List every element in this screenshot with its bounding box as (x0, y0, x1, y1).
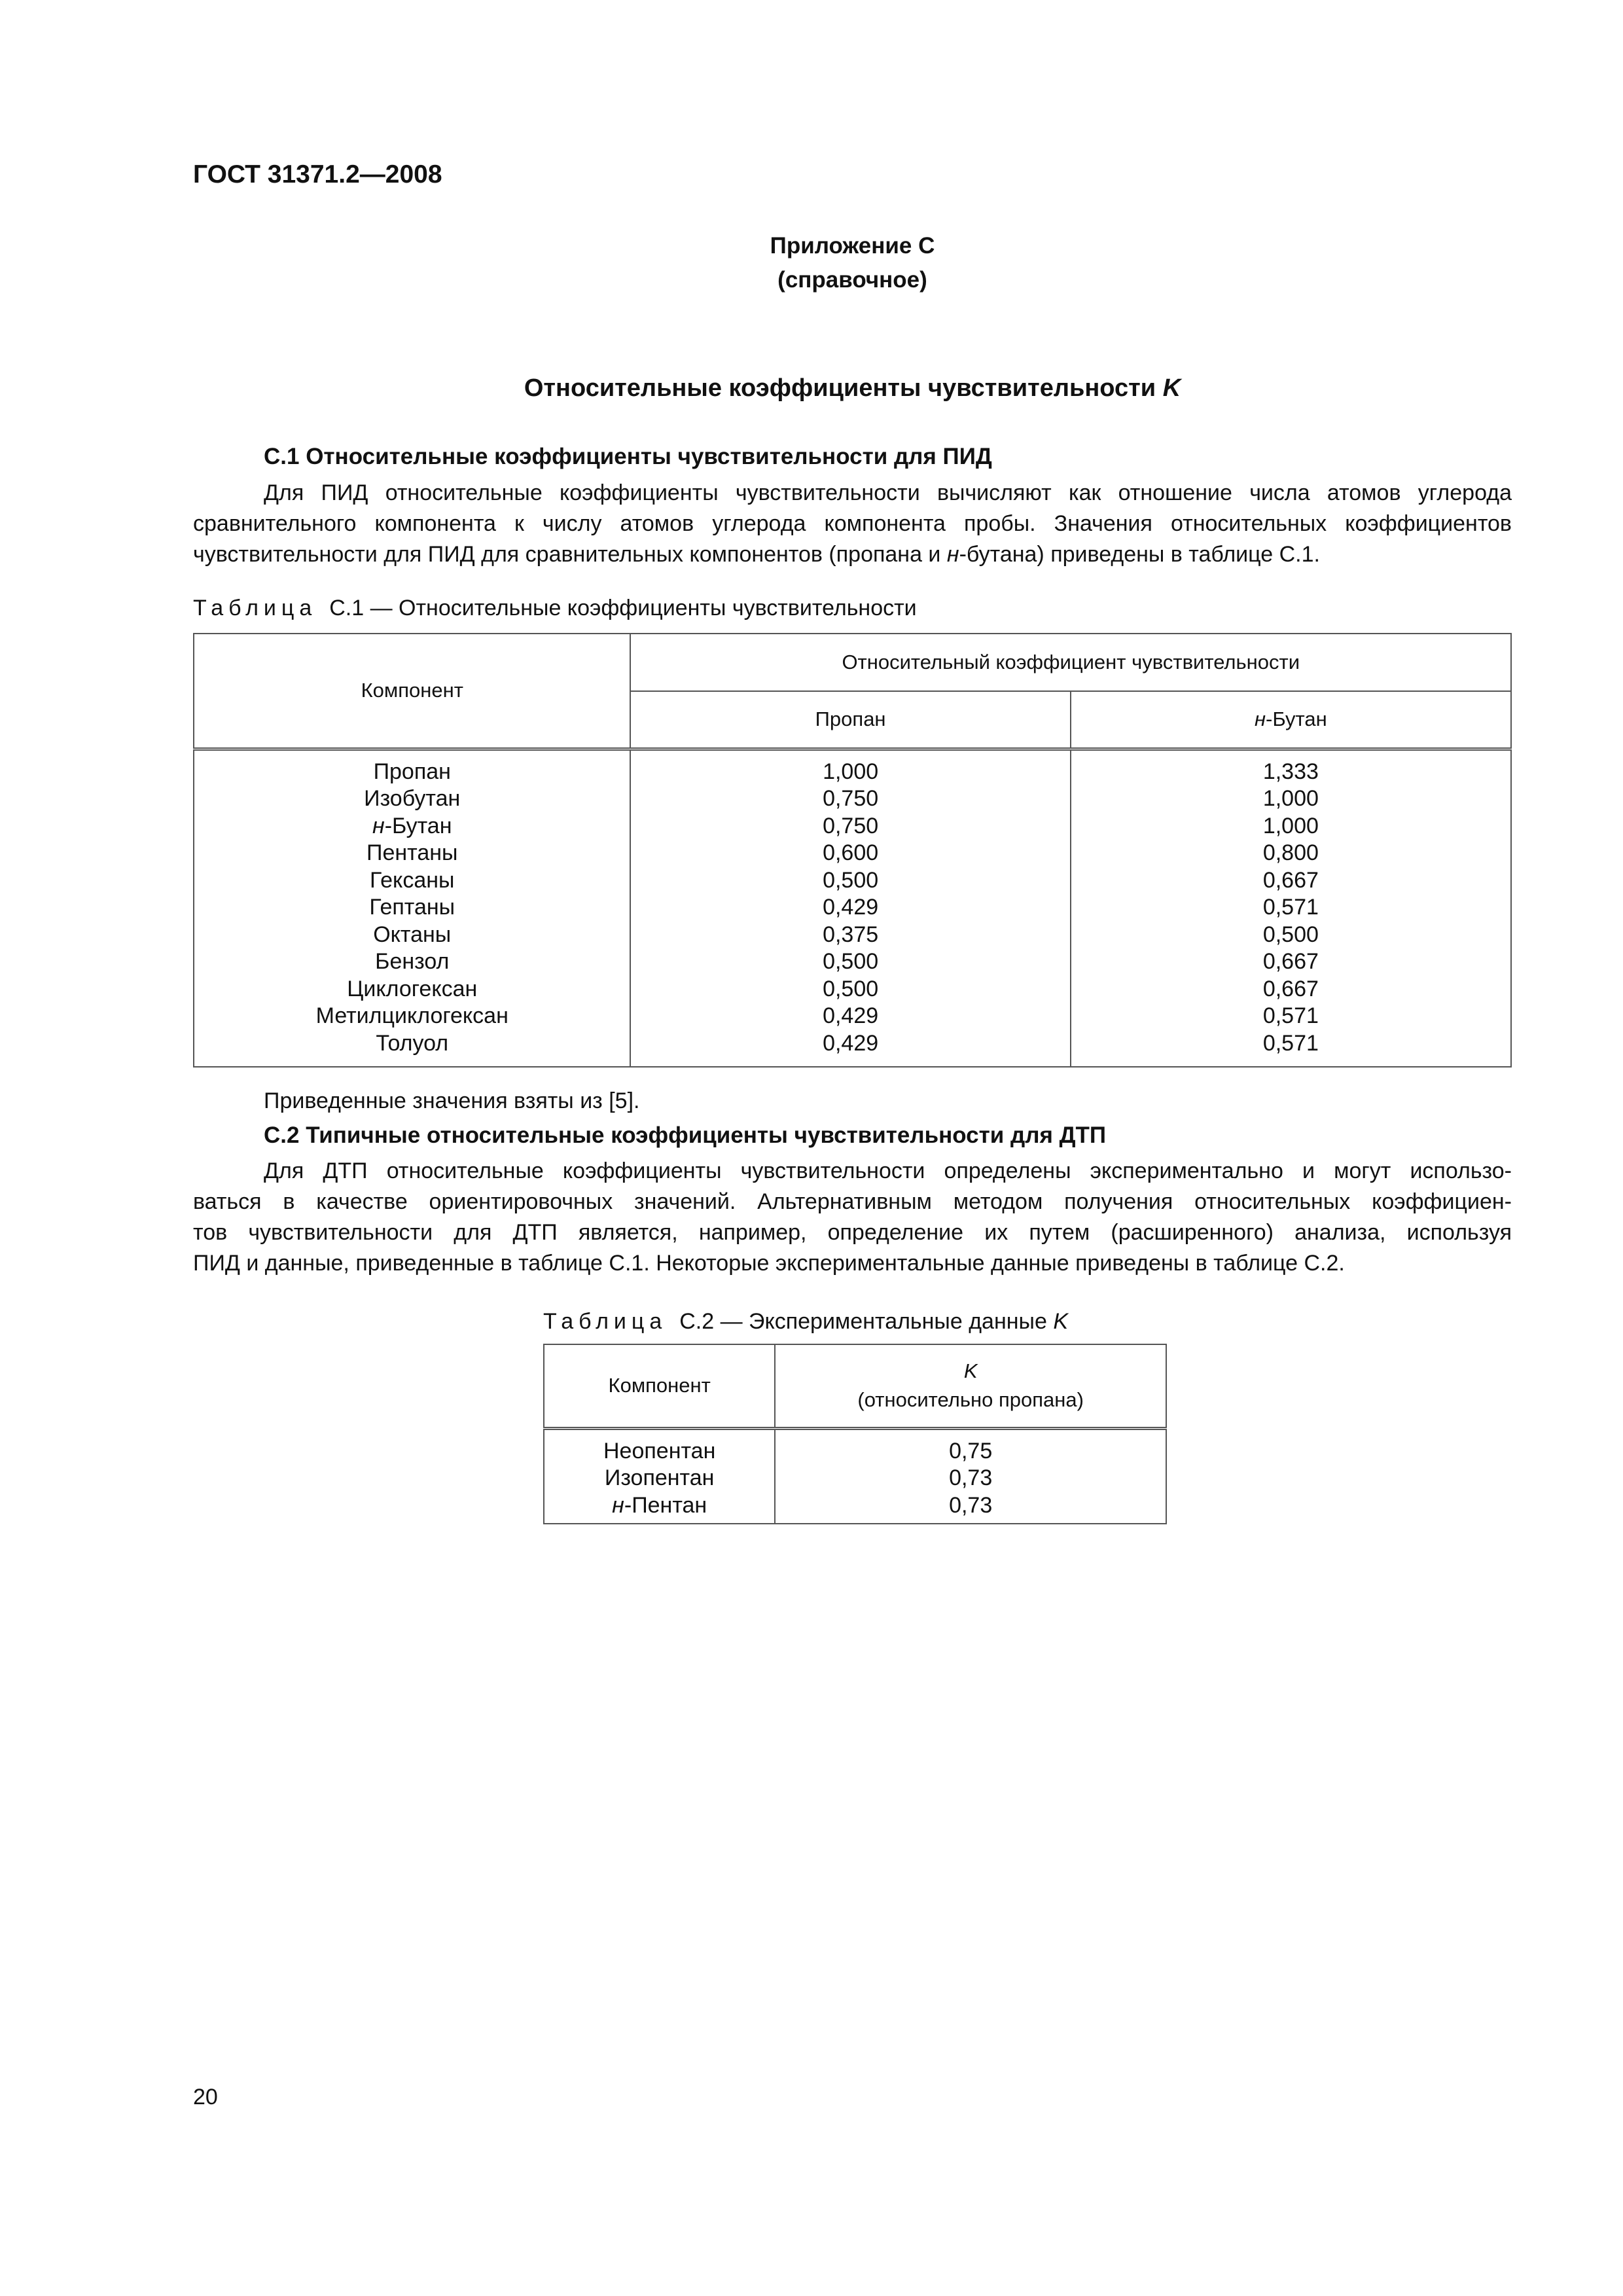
table-c1-cell-component: Изобутан (364, 786, 461, 811)
table-c1-cell-butane: 0,667 (1262, 976, 1319, 1001)
table-c1-cell-butane: 1,000 (1262, 786, 1319, 811)
table-c1-caption-text: С.1 — Относительные коэффициенты чувствительности (329, 596, 917, 620)
table-c1-column-propane (630, 749, 1070, 1067)
section-c1-heading: С.1 Относительные коэффициенты чувствительности для ПИД (264, 444, 992, 469)
section-c2-paragraph (193, 1156, 1512, 1279)
table-c2-cell-component: Изопентан (604, 1465, 715, 1490)
table-c1-cell-component: Циклогексан (347, 976, 478, 1001)
paragraph-line: сравнительного компонента к числу атомов углерода компонента пробы. Значения относительных коэффициентов (193, 511, 1512, 536)
table-c1-header-group: Относительный коэффициент чувствительности (630, 634, 1511, 691)
table-c1-cell-component: Октаны (373, 922, 452, 947)
appendix-title-text: Относительные коэффициенты чувствительности (524, 374, 1156, 402)
table-c2-cell-k: 0,73 (949, 1492, 993, 1518)
source-note: Приведенные значения взяты из [5]. (264, 1088, 640, 1113)
table-c1-cell-propane: 0,750 (823, 786, 879, 811)
table-c1-column-butane (1071, 749, 1511, 1067)
paragraph-line: ваться в качестве ориентировочных значений. Альтернативным методом получения относительных коэффициен- (193, 1189, 1512, 1214)
section-c2-heading: С.2 Типичные относительные коэффициенты чувствительности для ДТП (264, 1122, 1107, 1148)
table-c1-cell-butane: 0,667 (1262, 867, 1319, 893)
table-c1-cell-butane: 1,333 (1262, 759, 1319, 784)
table-c2-header-component: Компонент (544, 1344, 775, 1428)
table-c1-caption-label: Таблица (193, 596, 317, 620)
paragraph-line: Для ДТП относительные коэффициенты чувствительности определены экспериментально и могут использо- (264, 1158, 1512, 1183)
paragraph-line: чувствительности для ПИД для сравнительных компонентов (пропана и н-бутана) приведены в таблице С.1. (193, 542, 1320, 567)
table-c2-cell-k: 0,73 (949, 1465, 993, 1490)
table-c1-cell-propane: 0,500 (823, 867, 879, 893)
table-c1-cell-component: Пропан (373, 759, 451, 784)
table-c1 (193, 633, 1512, 1067)
table-c1-cell-propane: 0,600 (823, 840, 879, 865)
table-c1-cell-butane: 1,000 (1262, 813, 1319, 838)
table-c1-cell-butane: 0,800 (1262, 840, 1319, 865)
paragraph-line: Для ПИД относительные коэффициенты чувствительности вычисляют как отношение числа атомов углерода (264, 480, 1512, 505)
table-c1-cell-component: Метилциклогексан (315, 1003, 508, 1028)
table-c1-cell-component: н-Бутан (372, 813, 452, 838)
table-c1-cell-component: Гептаны (369, 895, 455, 920)
appendix-heading (193, 229, 1512, 297)
table-c1-column-component (194, 749, 630, 1067)
table-c1-cell-propane: 0,500 (823, 976, 879, 1001)
table-c2-header-k: K (относительно пропана) (775, 1344, 1166, 1428)
paragraph-line: тов чувствительности для ДТП является, например, определение их путем (расширенного) анализа, используя (193, 1220, 1512, 1245)
table-c2-column-component (544, 1428, 775, 1524)
appendix-type: (справочное) (777, 267, 927, 293)
table-c2-caption (543, 1309, 1068, 1335)
table-c1-cell-butane: 0,500 (1262, 922, 1319, 947)
table-c1-cell-component: Толуол (376, 1030, 449, 1056)
table-c2-cell-k: 0,75 (949, 1438, 993, 1463)
table-c1-header-propane: Пропан (630, 691, 1070, 749)
table-c1-header-butane: н-Бутан (1071, 691, 1511, 749)
document-code: ГОСТ 31371.2—2008 (193, 160, 442, 188)
table-c1-cell-butane: 0,571 (1262, 895, 1319, 920)
table-c1-cell-propane: 0,429 (823, 1030, 879, 1056)
table-c1-cell-propane: 0,429 (823, 895, 879, 920)
section-c1-paragraph (193, 478, 1512, 570)
table-c1-cell-butane: 0,667 (1262, 949, 1319, 974)
table-c2-column-k (775, 1428, 1166, 1524)
table-c2-caption-symbol: K (1053, 1309, 1069, 1334)
table-c1-cell-butane: 0,571 (1262, 1003, 1319, 1028)
page-number: 20 (193, 2085, 218, 2109)
table-c1-caption (193, 596, 917, 621)
table-c2-cell-component: н-Пентан (612, 1492, 707, 1518)
table-c1-cell-propane: 0,375 (823, 922, 879, 947)
table-c1-cell-propane: 0,500 (823, 949, 879, 974)
table-c1-cell-propane: 0,750 (823, 813, 879, 838)
table-c2-cell-component: Неопентан (603, 1438, 716, 1463)
table-c1-cell-component: Гексаны (370, 867, 455, 893)
table-c2 (543, 1344, 1167, 1524)
table-c1-cell-component: Бензол (375, 949, 450, 974)
table-c2-caption-label: Таблица (543, 1309, 668, 1334)
table-c1-cell-propane: 0,429 (823, 1003, 879, 1028)
table-c1-cell-butane: 0,571 (1262, 1030, 1319, 1056)
table-c2-caption-text: С.2 — Экспериментальные данные (679, 1309, 1047, 1334)
appendix-title-symbol: K (1162, 374, 1181, 402)
table-c1-cell-propane: 1,000 (823, 759, 879, 784)
appendix-label: Приложение С (770, 233, 935, 259)
table-c1-cell-component: Пентаны (366, 840, 458, 865)
paragraph-line: ПИД и данные, приведенные в таблице С.1. Некоторые экспериментальные данные приведены в таблице С.2. (193, 1251, 1345, 1276)
table-c1-header-component: Компонент (194, 634, 630, 749)
appendix-title (193, 374, 1512, 403)
